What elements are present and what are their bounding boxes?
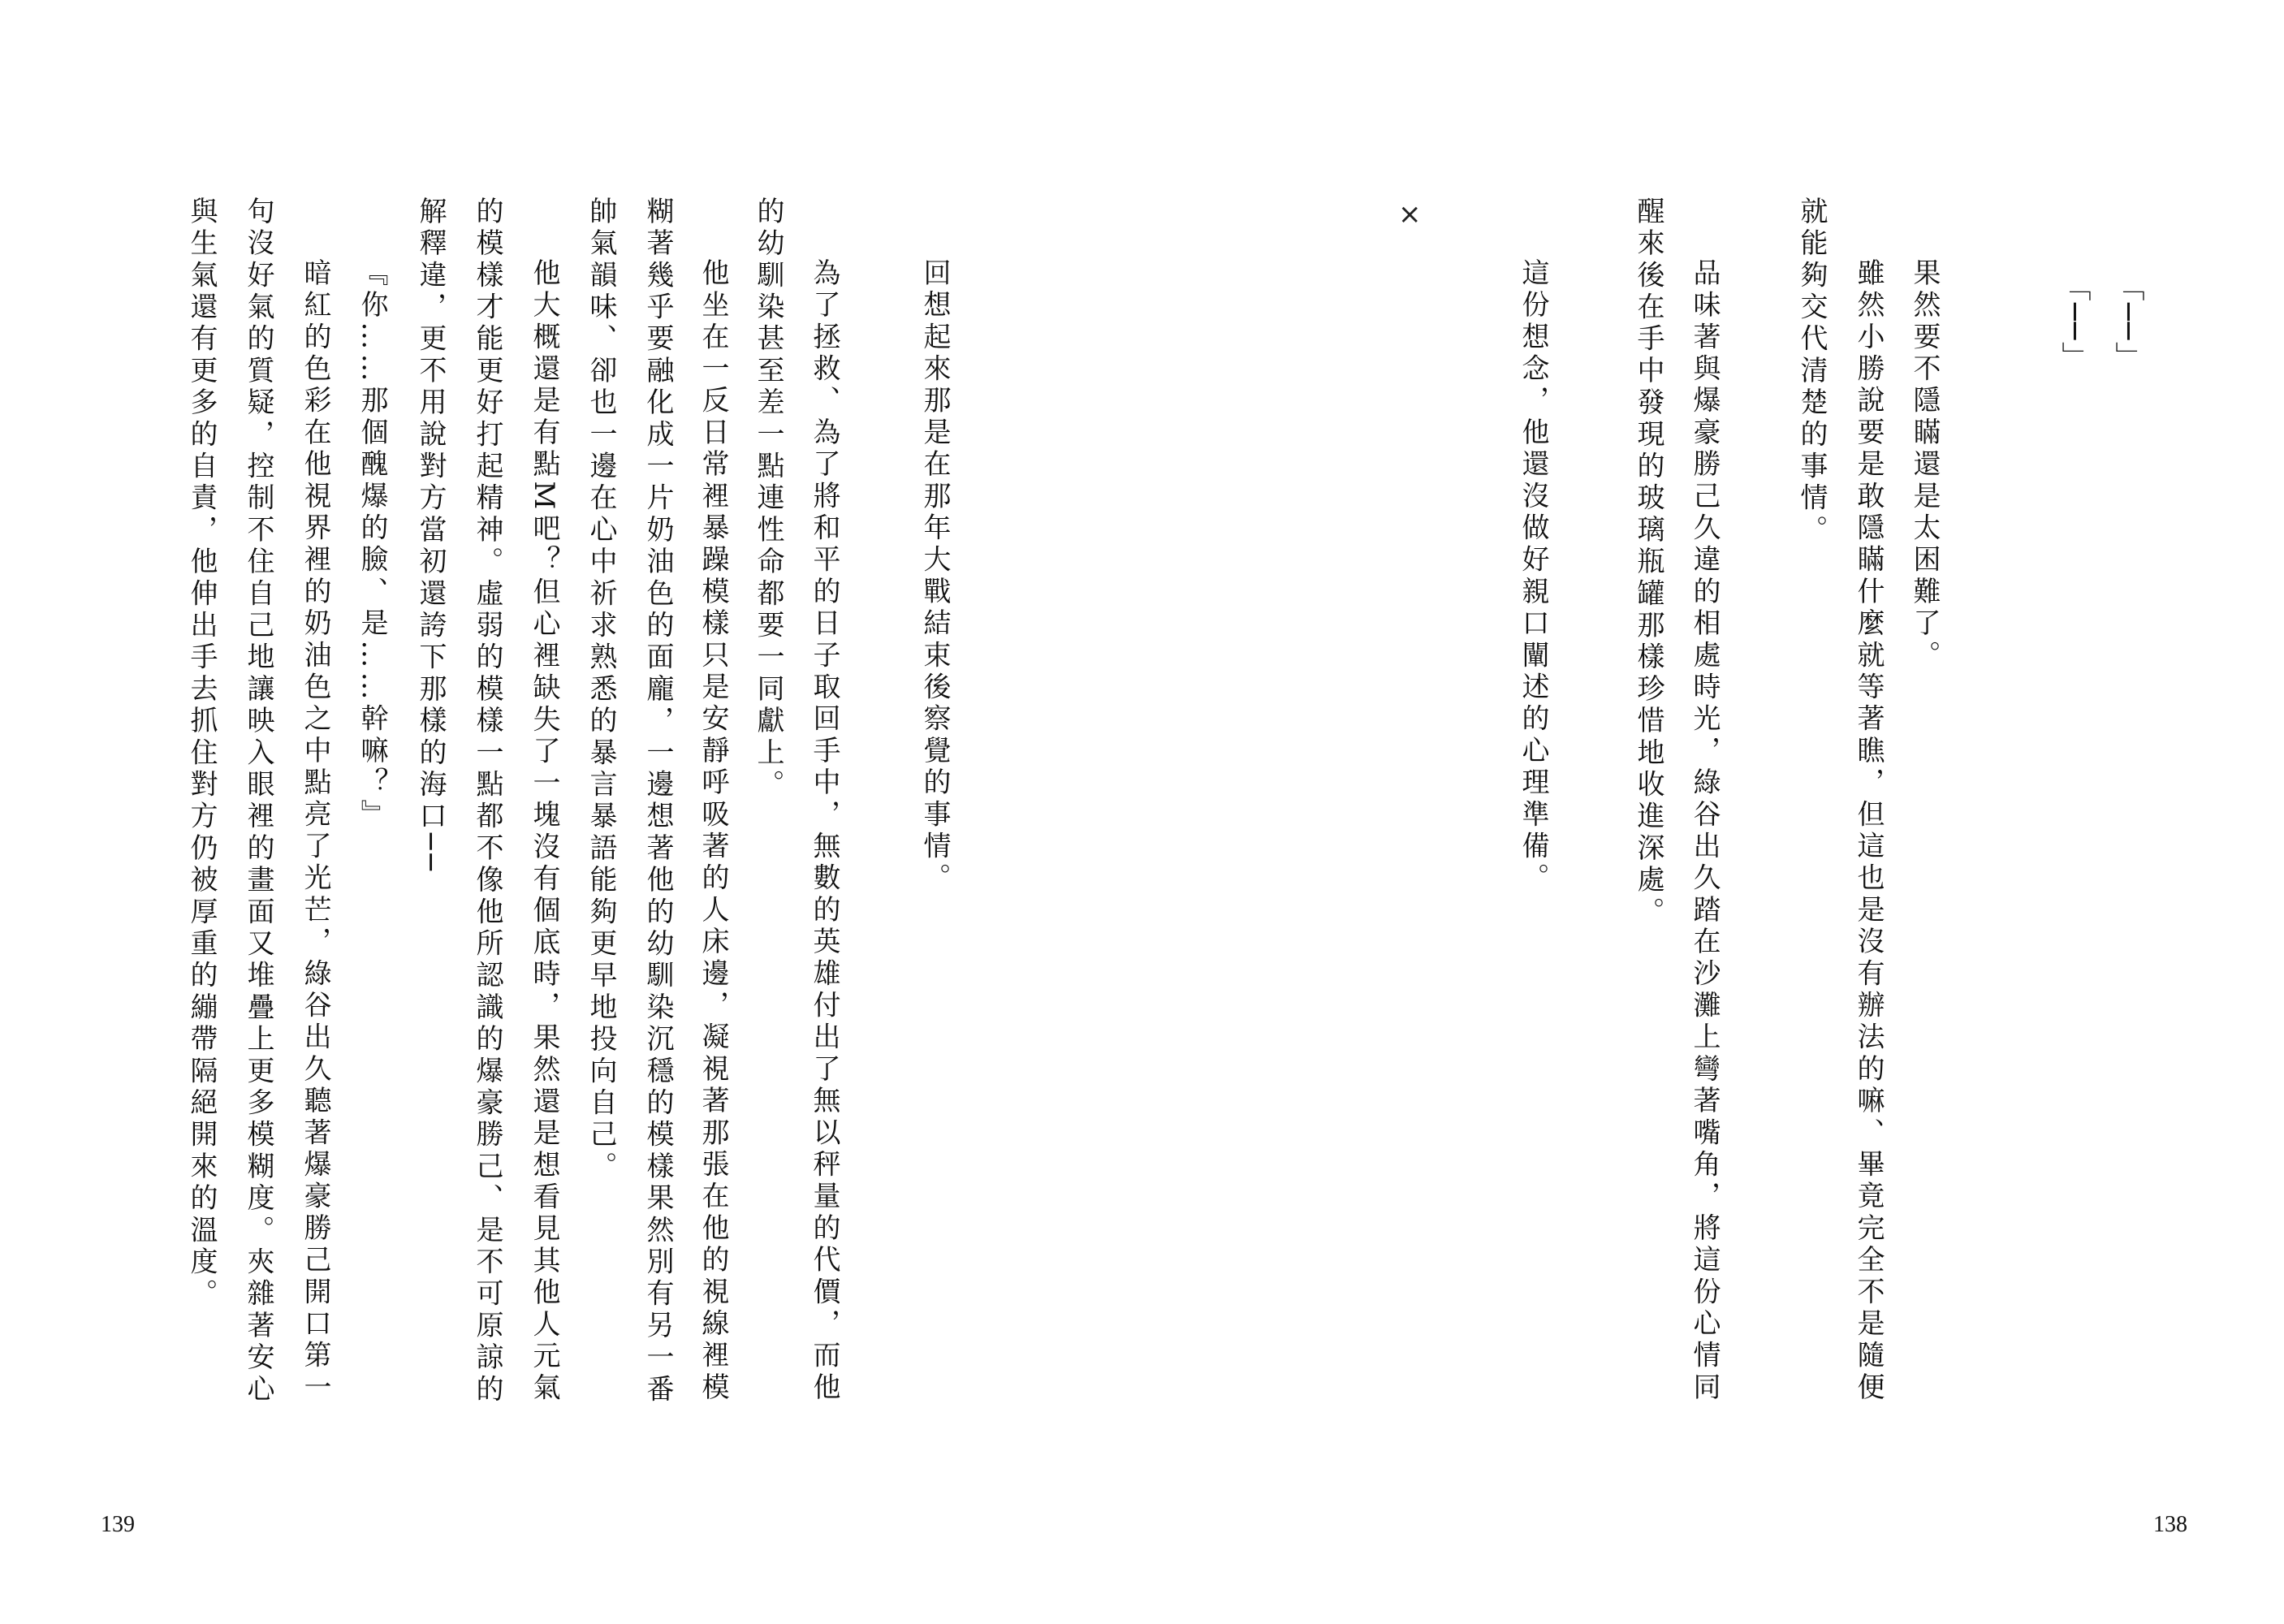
- text-column: 雖然小勝說要是敢隱瞞什麼就等著瞧，但這也是沒有辦法的嘛、畢竟完全不是隨便: [1852, 258, 1885, 1405]
- text-column: 解釋違，更不用說對方當初還誇下那樣的海口──: [414, 197, 447, 875]
- page-number: 138: [2153, 1512, 2187, 1537]
- text-column: 帥氣韻味、卻也一邊在心中祈求熟悉的暴言暴語能夠更早地投向自己。: [585, 197, 617, 1184]
- text-column: 「──」: [2111, 272, 2144, 373]
- text-column: 他大概還是有點M吧？但心裡缺失了一塊沒有個底時，果然還是想看見其他人元氣: [528, 258, 560, 1406]
- text-column: 的模樣才能更好打起精神。虛弱的模樣一點都不像他所認識的爆豪勝己、是不可原諒的: [471, 197, 503, 1406]
- page-number: 139: [101, 1512, 135, 1537]
- text-column: 句沒好氣的質疑，控制不住自己地讓映入眼裡的畫面又堆疊上更多模糊度。夾雜著安心: [242, 197, 274, 1406]
- text-column: 的幼馴染甚至差一點連性命都要一同獻上。: [752, 197, 784, 801]
- text-column: 他坐在一反日常裡暴躁模樣只是安靜呼吸著的人床邊，凝視著那張在他的視線裡模: [697, 258, 729, 1405]
- text-column: 暗紅的色彩在他視界裡的奶油色之中點亮了光芒，綠谷出久聽著爆豪勝己開口第一: [299, 258, 331, 1405]
- text-column: 果然要不隱瞞還是太困難了。: [1908, 258, 1941, 672]
- text-column: 與生氣還有更多的自責，他伸出手去抓住對方仍被厚重的繃帶隔絕開來的溫度。: [185, 197, 218, 1311]
- text-column: 這份想念，他還沒做好親口闡述的心理準備。: [1517, 258, 1549, 895]
- text-column: 就能夠交代清楚的事情。: [1795, 197, 1828, 547]
- text-column: 糊著幾乎要融化成一片奶油色的面龐，一邊想著他的幼馴染沉穩的模樣果然別有另一番: [641, 197, 674, 1406]
- text-column: 醒來後在手中發現的玻璃瓶罐那樣珍惜地收進深處。: [1632, 197, 1664, 929]
- text-column: 『你……那個醜爆的臉、是……幹嘛？』: [356, 258, 388, 831]
- text-column: 為了拯救、為了將和平的日子取回手中，無數的英雄付出了無以秤量的代價，而他: [808, 258, 840, 1405]
- section-separator: ×: [1398, 198, 1422, 231]
- text-column: 回想起來那是在那年大戰結束後察覺的事情。: [918, 258, 951, 895]
- text-column: 「──」: [2057, 272, 2091, 373]
- text-column: 品味著與爆豪勝己久違的相處時光，綠谷出久踏在沙灘上彎著嘴角，將這份心情同: [1688, 258, 1721, 1405]
